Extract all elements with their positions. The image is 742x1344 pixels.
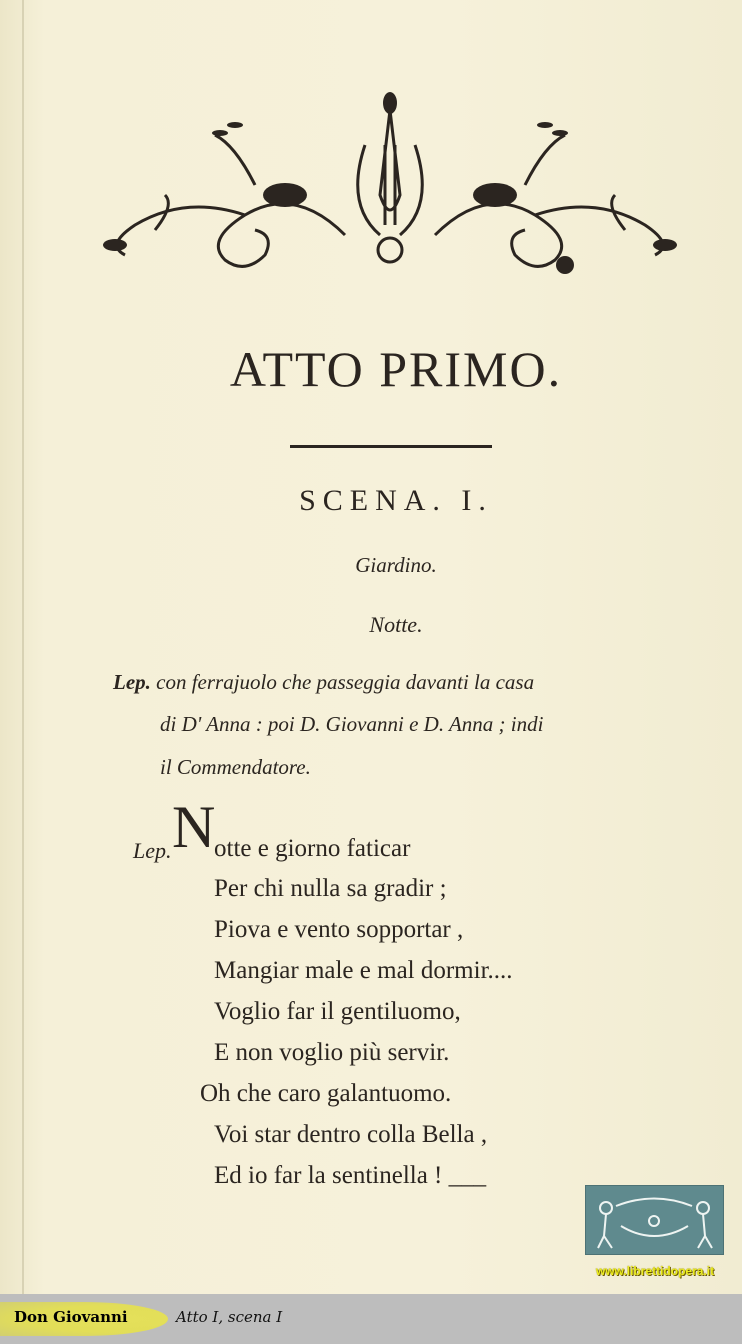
website-link[interactable]: www.librettidopera.it: [595, 1264, 715, 1278]
speaker-label: Lep.: [113, 670, 151, 694]
verse-line: Voglio far il gentiluomo,: [214, 998, 461, 1025]
librettidopera-logo[interactable]: [585, 1185, 724, 1255]
scene-setting: Giardino.: [355, 553, 437, 577]
stage-direction-line-3: il Commendatore.: [160, 755, 311, 779]
act-title: ATTO PRIMO.: [229, 341, 563, 397]
verse-line: otte e giorno faticar: [214, 835, 411, 862]
verse-line: Piova e vento sopportar ,: [214, 916, 464, 943]
verse-line: Per chi nulla sa gradir ;: [214, 875, 447, 902]
verse-line: Voi star dentro colla Bella ,: [214, 1121, 488, 1148]
verse-speaker: Lep.: [133, 838, 172, 863]
scene-heading: SCENA. I.: [299, 484, 493, 517]
page-fold: [22, 0, 24, 1294]
footer-bar: [0, 1294, 742, 1344]
verse-line: Ed io far la sentinella ! ___: [214, 1162, 487, 1189]
scene-time: Notte.: [369, 612, 423, 637]
stage-direction-line-1: [113, 670, 534, 695]
stage-direction-text: con ferrajuolo che passeggia davanti la casa: [156, 670, 535, 694]
verse-line: E non voglio più servir.: [214, 1039, 450, 1066]
lyre-ornament-icon: [95, 85, 685, 285]
drop-cap: N: [172, 794, 216, 860]
verse-line: Oh che caro galantuomo.: [200, 1080, 452, 1107]
divider-rule: [290, 445, 492, 448]
scene-label: Atto I, scena I: [176, 1308, 283, 1326]
cherubs-garland-icon: [586, 1186, 723, 1254]
verse-line: Mangiar male e mal dormir....: [214, 957, 513, 984]
opera-title: Don Giovanni: [14, 1308, 128, 1326]
stage-direction-line-2: di D' Anna : poi D. Giovanni e D. Anna ; indi: [160, 712, 544, 736]
